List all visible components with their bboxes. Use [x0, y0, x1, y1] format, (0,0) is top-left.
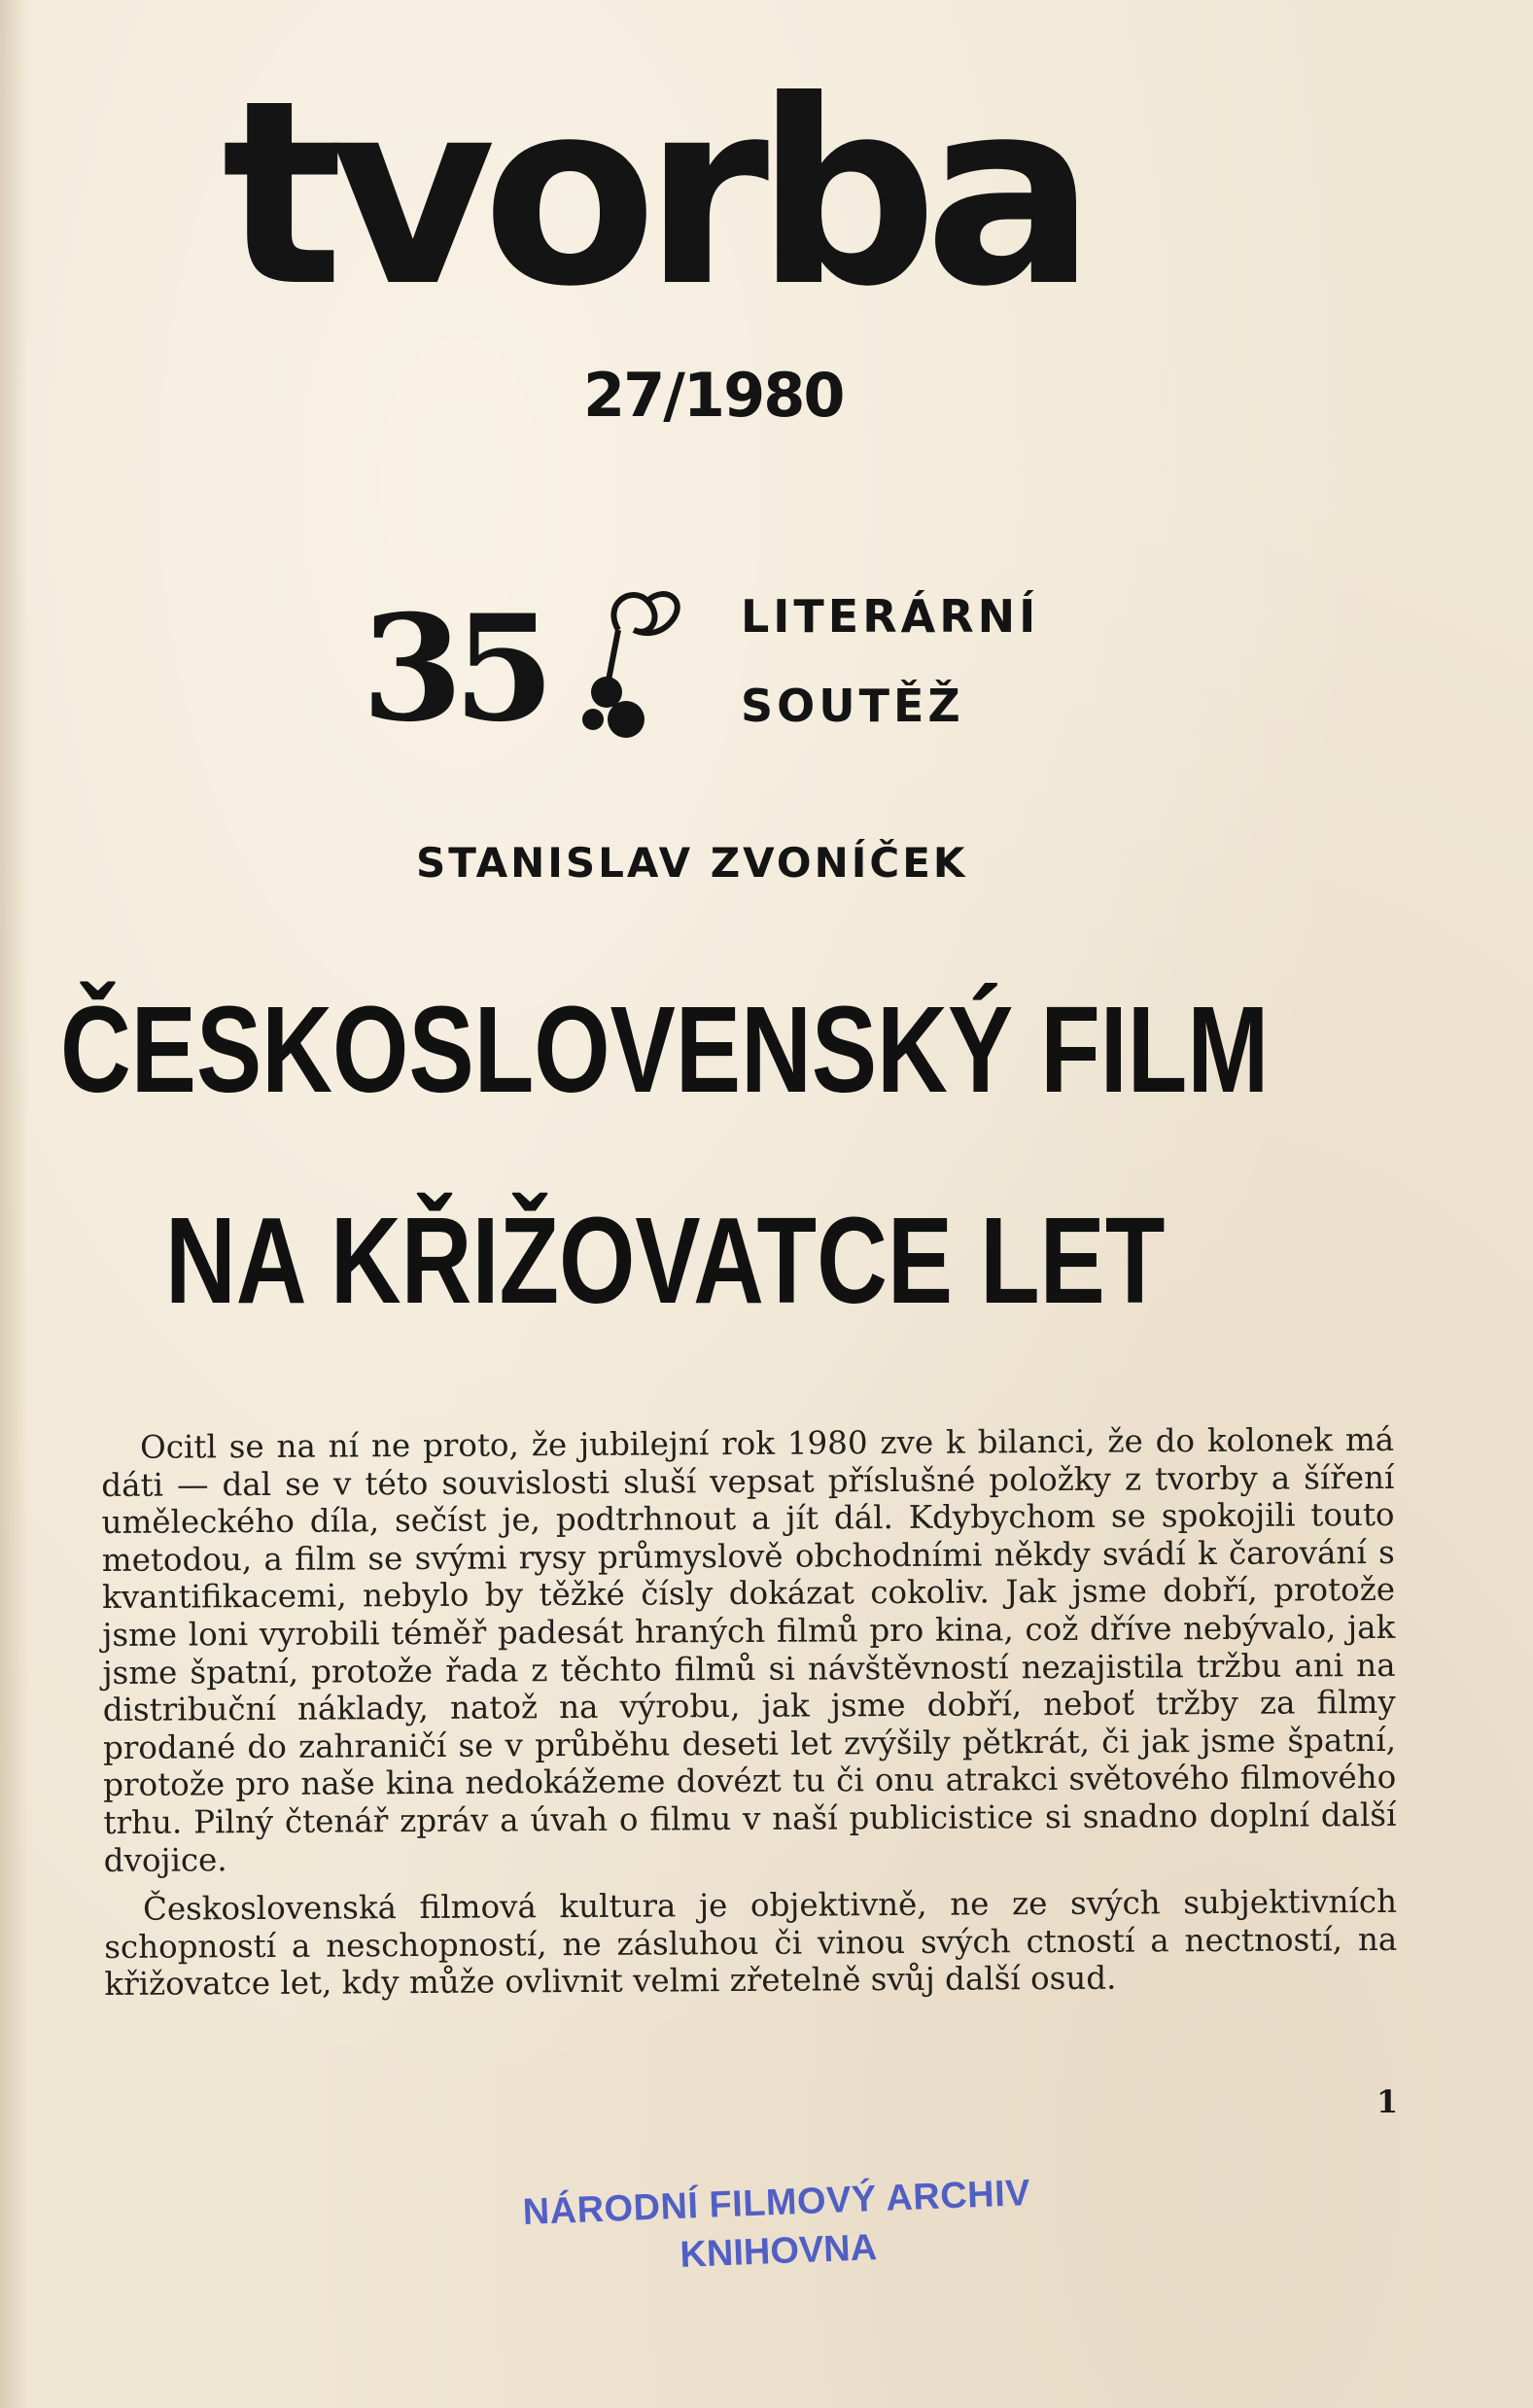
contest-label-line2: SOUTĚŽ	[741, 680, 964, 732]
page-number: 1	[1376, 2083, 1399, 2120]
masthead-title: tvorba	[222, 46, 1083, 342]
article-title-line1: ČESKOSLOVENSKÝ FILM	[60, 981, 1270, 1118]
paper-edge-shadow	[0, 0, 29, 2408]
article-title-line2: NA KŘIŽOVATCE LET	[165, 1192, 1166, 1329]
article-author: STANISLAV ZVONÍČEK	[416, 839, 968, 887]
stamp-line1: NÁRODNÍ FILMOVÝ ARCHIV	[521, 2173, 1031, 2234]
article-body	[101, 1421, 1398, 2004]
contest-number: 35	[362, 583, 545, 749]
article-paragraph: Československá filmová kultura je objektivně, ne ze svých subjektivních schopností a neschopností, ne zásluhou či vinou svých ctností a nectností, na křižovatce let, kdy může ovlivnit velmi zřetelně svůj další osud.	[104, 1882, 1398, 2004]
stamp-line2: KNIHOVNA	[679, 2227, 878, 2276]
contest-logo-icon	[360, 574, 680, 749]
issue-number: 27/1980	[583, 360, 844, 431]
library-stamp	[484, 2167, 1071, 2296]
article-paragraph: Ocitl se na ní ne proto, že jubilejní rok 1980 zve k bilanci, že do kolonek má dáti — dal se v této souvislosti sluší vepsat příslušné položky z tvorby a šíření uměleckého díla, sečíst je, podtrhnout a jít dál. Kdybychom se spokojili touto metodou, a film se svými rysy průmyslově obchodními někdy svádí k čarování s kvantifikacemi, nebylo by těžké čísly dokázat cokoliv. Jak jsme dobří, protože jsme loni vyrobili téměř padesát hraných filmů pro kina, což dříve nebývalo, jak jsme špatní, protože řada z těchto filmů si návštěvností nezajistila tržbu ani na distribuční náklady, natož na výrobu, jak jsme dobří, neboť tržby za filmy prodané do zahraničí se v průběhu deseti let zvýšily pětkrát, či jak jsme špatní, protože pro naše kina nedokážeme dovézt tu či onu atrakci světového filmového trhu. Pilný čtenář zpráv a úvah o filmu v naší publicistice si snadno doplní další dvojice.	[101, 1420, 1397, 1879]
contest-label-line1: LITERÁRNÍ	[741, 590, 1040, 643]
